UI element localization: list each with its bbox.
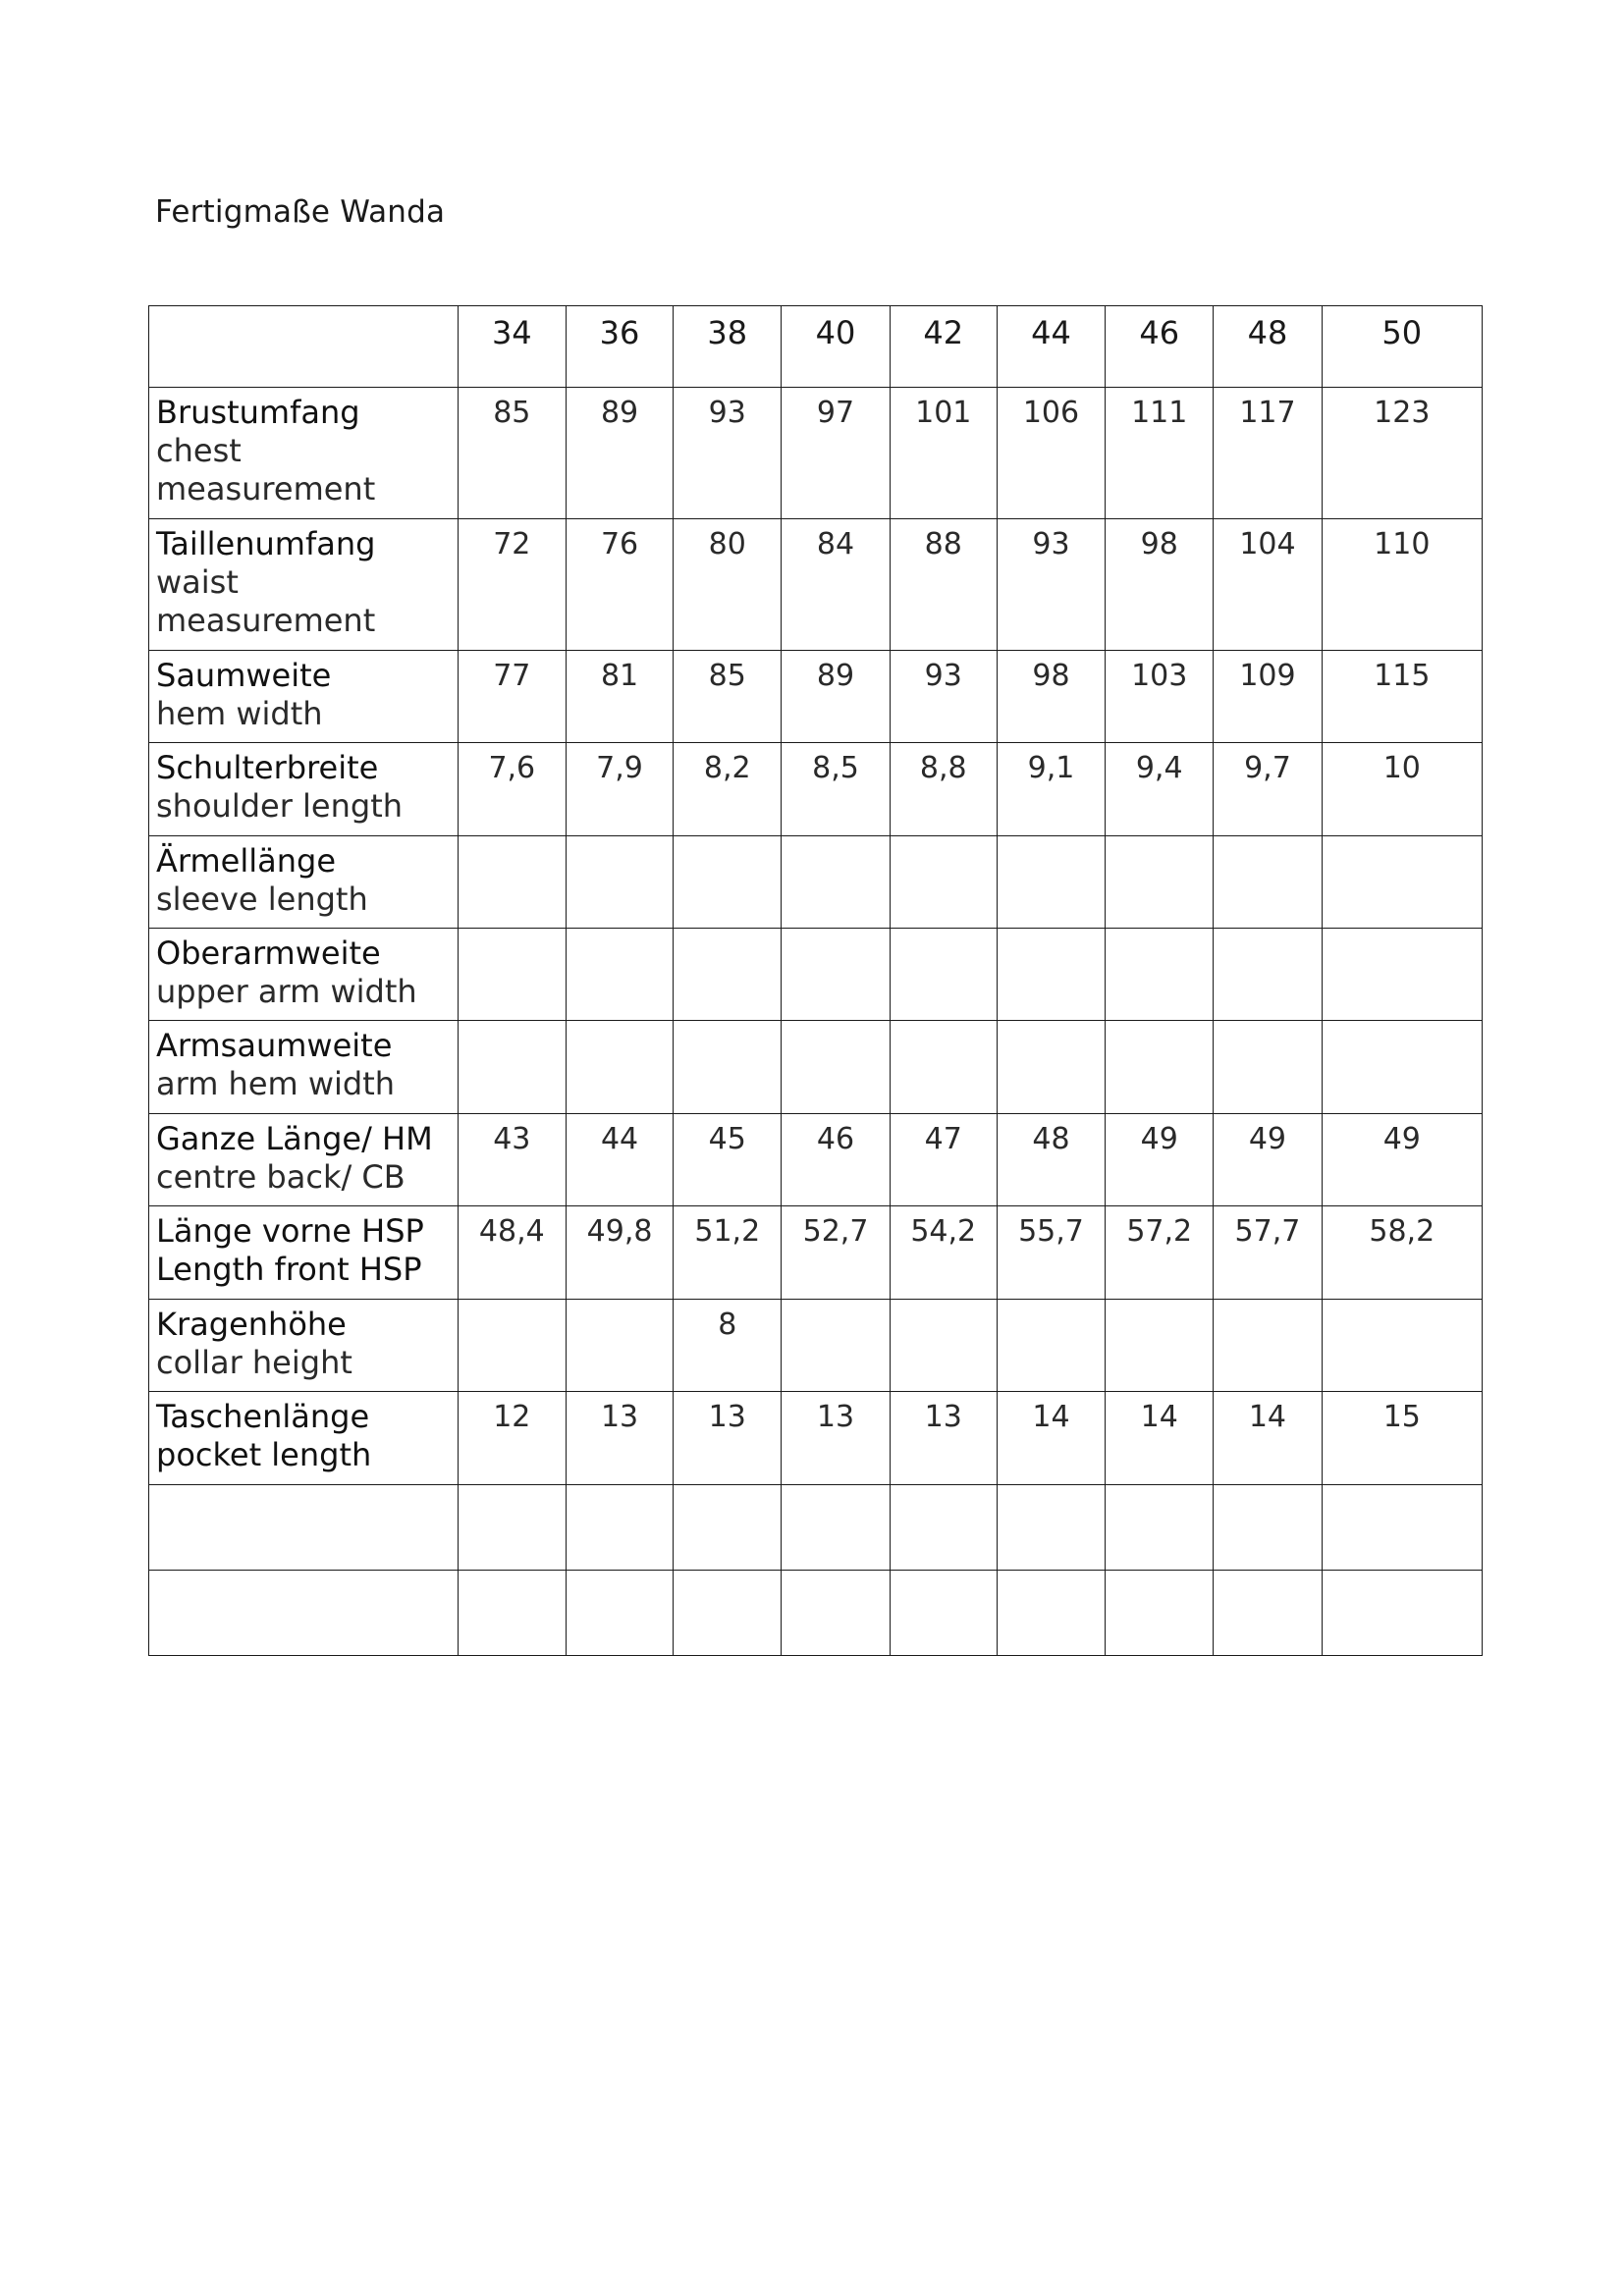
value-cell: 9,1 (997, 743, 1105, 836)
value-cell: 101 (890, 388, 997, 519)
value-cell (890, 1485, 997, 1571)
value-cell (458, 1485, 566, 1571)
value-cell: 49,8 (566, 1206, 673, 1300)
value-cell: 44 (566, 1114, 673, 1206)
value-cell: 51,2 (674, 1206, 782, 1300)
value-cell (566, 1300, 673, 1392)
value-cell: 110 (1322, 519, 1482, 651)
value-cell: 7,9 (566, 743, 673, 836)
row-label-german: Taillenumfang (156, 525, 376, 562)
value-cell (1322, 836, 1482, 929)
value-cell (458, 1571, 566, 1656)
value-cell (890, 1571, 997, 1656)
value-cell: 7,6 (458, 743, 566, 836)
value-cell (890, 929, 997, 1021)
value-cell (566, 1571, 673, 1656)
value-cell (782, 929, 890, 1021)
table-row (149, 388, 1483, 519)
table-row (149, 743, 1483, 836)
row-label-german: Armsaumweite (156, 1027, 393, 1064)
value-cell (782, 1021, 890, 1114)
row-label-german: Oberarmweite (156, 934, 381, 972)
row-label-german: Ärmellänge (156, 842, 337, 880)
value-cell: 8,2 (674, 743, 782, 836)
value-cell (1214, 1300, 1322, 1392)
value-cell: 14 (1214, 1392, 1322, 1485)
row-label-german: Taschenlänge (156, 1398, 370, 1435)
value-cell (782, 1300, 890, 1392)
header-empty-cell (149, 306, 459, 388)
value-cell (890, 836, 997, 929)
value-cell: 111 (1106, 388, 1214, 519)
row-label-german: Kragenhöhe (156, 1306, 347, 1343)
row-label-english: pocket length (156, 1436, 372, 1473)
value-cell: 10 (1322, 743, 1482, 836)
value-cell (1106, 1485, 1214, 1571)
value-cell (1214, 1021, 1322, 1114)
size-header-50: 50 (1322, 306, 1482, 388)
table-row (149, 836, 1483, 929)
value-cell (1106, 1021, 1214, 1114)
value-cell: 49 (1106, 1114, 1214, 1206)
value-cell: 9,7 (1214, 743, 1322, 836)
value-cell (566, 836, 673, 929)
value-cell (1106, 929, 1214, 1021)
value-cell: 117 (1214, 388, 1322, 519)
value-cell (1106, 836, 1214, 929)
value-cell (997, 836, 1105, 929)
table-row (149, 1571, 1483, 1656)
value-cell: 8,5 (782, 743, 890, 836)
value-cell (674, 1021, 782, 1114)
row-label-english: hem width (156, 695, 323, 732)
value-cell: 93 (997, 519, 1105, 651)
value-cell (1214, 929, 1322, 1021)
value-cell (566, 1021, 673, 1114)
value-cell (890, 1021, 997, 1114)
row-label-english: waist measurement (156, 563, 376, 639)
value-cell: 48 (997, 1114, 1105, 1206)
value-cell (1322, 1571, 1482, 1656)
table-row (149, 1300, 1483, 1392)
value-cell: 58,2 (1322, 1206, 1482, 1300)
size-header-36: 36 (566, 306, 673, 388)
row-label-english: collar height (156, 1344, 352, 1381)
value-cell: 106 (997, 388, 1105, 519)
value-cell (1322, 929, 1482, 1021)
value-cell (674, 1571, 782, 1656)
page-title: Fertigmaße Wanda (155, 194, 446, 230)
row-label-english: Length front HSP (156, 1251, 422, 1288)
value-cell (782, 1485, 890, 1571)
table-row (149, 1114, 1483, 1206)
value-cell: 52,7 (782, 1206, 890, 1300)
value-cell: 12 (458, 1392, 566, 1485)
size-header-44: 44 (997, 306, 1105, 388)
row-label-cell (149, 743, 459, 836)
size-header-46: 46 (1106, 306, 1214, 388)
value-cell (1214, 1571, 1322, 1656)
row-label-german: Ganze Länge/ HM (156, 1120, 433, 1157)
value-cell: 104 (1214, 519, 1322, 651)
value-cell (997, 1571, 1105, 1656)
row-label-english: shoulder length (156, 787, 404, 825)
value-cell (674, 929, 782, 1021)
value-cell: 109 (1214, 651, 1322, 743)
value-cell (458, 1021, 566, 1114)
row-label-german: Länge vorne HSP (156, 1212, 424, 1250)
row-label-cell (149, 836, 459, 929)
row-label-cell (149, 1206, 459, 1300)
value-cell (566, 929, 673, 1021)
value-cell (782, 1571, 890, 1656)
value-cell: 97 (782, 388, 890, 519)
value-cell (890, 1300, 997, 1392)
value-cell: 55,7 (997, 1206, 1105, 1300)
value-cell: 57,7 (1214, 1206, 1322, 1300)
value-cell: 72 (458, 519, 566, 651)
row-label-german: Saumweite (156, 657, 332, 694)
row-label-english: chest measurement (156, 432, 376, 507)
size-header-40: 40 (782, 306, 890, 388)
row-label-cell (149, 388, 459, 519)
table-row (149, 651, 1483, 743)
row-label-cell (149, 1392, 459, 1485)
row-label-english: arm hem width (156, 1065, 396, 1102)
row-label-cell (149, 651, 459, 743)
value-cell: 77 (458, 651, 566, 743)
size-header-row (149, 306, 1483, 388)
row-label-cell (149, 929, 459, 1021)
value-cell: 13 (782, 1392, 890, 1485)
value-cell (997, 1021, 1105, 1114)
value-cell (997, 1485, 1105, 1571)
value-cell: 88 (890, 519, 997, 651)
table-row (149, 1392, 1483, 1485)
value-cell (1106, 1571, 1214, 1656)
measurements-table (148, 305, 1483, 1656)
row-label-german: Schulterbreite (156, 749, 379, 786)
value-cell: 13 (890, 1392, 997, 1485)
value-cell: 48,4 (458, 1206, 566, 1300)
value-cell: 123 (1322, 388, 1482, 519)
value-cell: 49 (1322, 1114, 1482, 1206)
value-cell: 54,2 (890, 1206, 997, 1300)
value-cell: 14 (997, 1392, 1105, 1485)
row-label-cell (149, 1114, 459, 1206)
value-cell: 98 (1106, 519, 1214, 651)
value-cell: 81 (566, 651, 673, 743)
value-cell (782, 836, 890, 929)
table-row (149, 929, 1483, 1021)
table-row (149, 519, 1483, 651)
value-cell: 8,8 (890, 743, 997, 836)
value-cell: 84 (782, 519, 890, 651)
table-row (149, 1485, 1483, 1571)
value-cell (1214, 1485, 1322, 1571)
value-cell: 13 (674, 1392, 782, 1485)
value-cell: 80 (674, 519, 782, 651)
size-header-34: 34 (458, 306, 566, 388)
value-cell (458, 1300, 566, 1392)
value-cell: 47 (890, 1114, 997, 1206)
size-header-38: 38 (674, 306, 782, 388)
value-cell (997, 1300, 1105, 1392)
value-cell (1106, 1300, 1214, 1392)
value-cell: 15 (1322, 1392, 1482, 1485)
value-cell (566, 1485, 673, 1571)
row-label-cell (149, 1021, 459, 1114)
value-cell: 76 (566, 519, 673, 651)
value-cell (1214, 836, 1322, 929)
value-cell: 46 (782, 1114, 890, 1206)
value-cell: 57,2 (1106, 1206, 1214, 1300)
row-label-cell (149, 1485, 459, 1571)
value-cell (1322, 1300, 1482, 1392)
size-header-42: 42 (890, 306, 997, 388)
value-cell: 93 (674, 388, 782, 519)
value-cell: 9,4 (1106, 743, 1214, 836)
row-label-cell (149, 519, 459, 651)
value-cell (997, 929, 1105, 1021)
row-label-english: centre back/ CB (156, 1158, 406, 1196)
value-cell: 93 (890, 651, 997, 743)
value-cell: 49 (1214, 1114, 1322, 1206)
value-cell: 115 (1322, 651, 1482, 743)
value-cell: 89 (782, 651, 890, 743)
row-label-cell (149, 1300, 459, 1392)
value-cell: 89 (566, 388, 673, 519)
value-cell (1322, 1485, 1482, 1571)
value-cell (458, 929, 566, 1021)
value-cell: 98 (997, 651, 1105, 743)
value-cell: 13 (566, 1392, 673, 1485)
row-label-english: sleeve length (156, 881, 368, 918)
value-cell: 45 (674, 1114, 782, 1206)
value-cell (1322, 1021, 1482, 1114)
value-cell: 85 (674, 651, 782, 743)
value-cell (458, 836, 566, 929)
value-cell: 43 (458, 1114, 566, 1206)
table-row (149, 1021, 1483, 1114)
value-cell (674, 1485, 782, 1571)
value-cell (674, 836, 782, 929)
value-cell: 85 (458, 388, 566, 519)
table-row (149, 1206, 1483, 1300)
row-label-cell (149, 1571, 459, 1656)
size-header-48: 48 (1214, 306, 1322, 388)
value-cell: 8 (674, 1300, 782, 1392)
row-label-english: upper arm width (156, 973, 417, 1010)
value-cell: 14 (1106, 1392, 1214, 1485)
value-cell: 103 (1106, 651, 1214, 743)
row-label-german: Brustumfang (156, 394, 360, 431)
